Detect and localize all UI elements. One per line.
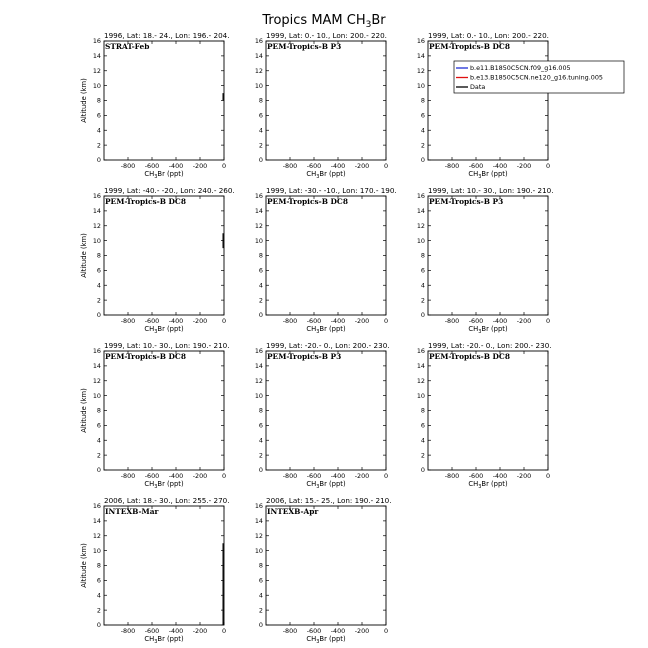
figure-title	[261, 13, 386, 30]
y-tick-label: 0	[96, 621, 101, 630]
y-tick-label: 12	[416, 221, 425, 230]
campaign-label: PEM-Tropics-B DC8	[267, 197, 348, 206]
y-tick-label: 12	[416, 66, 425, 75]
x-tick-label: -800	[282, 317, 298, 325]
y-tick-label: 10	[92, 391, 101, 400]
x-tick-label: -200	[354, 627, 370, 635]
y-tick-label: 6	[258, 421, 263, 430]
x-tick-label: -800	[120, 162, 136, 170]
x-tick-label: -200	[516, 317, 532, 325]
y-tick-label: 14	[92, 52, 101, 61]
y-tick-label: 16	[254, 192, 263, 201]
y-tick-label: 0	[420, 311, 425, 320]
x-tick-label: 0	[221, 317, 227, 325]
y-tick-label: 2	[96, 451, 101, 460]
panel-header: 1999, Lat: -40.- -20., Lon: 240.- 260.	[104, 186, 235, 195]
y-tick-label: 6	[96, 111, 101, 120]
campaign-label: PEM-Tropics-B DC8	[429, 42, 510, 51]
panel-header: 1999, Lat: -30.- -10., Lon: 170.- 190.	[266, 186, 397, 195]
x-tick-label: -200	[192, 627, 208, 635]
x-tick-label: 0	[545, 472, 551, 480]
y-tick-label: 14	[254, 517, 263, 526]
x-tick-label: -600	[144, 472, 160, 480]
y-tick-label: 8	[420, 96, 425, 105]
y-tick-label: 14	[92, 362, 101, 371]
x-tick-label: -800	[444, 317, 460, 325]
legend-label: b.e13.B1850C5CN.ne120_g16.tuning.005	[470, 73, 603, 82]
x-tick-label: -600	[306, 162, 322, 170]
y-tick-label: 0	[96, 311, 101, 320]
x-tick-label: -800	[444, 162, 460, 170]
x-tick-label: -600	[144, 317, 160, 325]
y-tick-label: 6	[258, 576, 263, 585]
y-tick-label: 8	[258, 96, 263, 105]
x-tick-label: -200	[192, 472, 208, 480]
y-tick-label: 8	[420, 251, 425, 260]
plot-frame	[104, 41, 224, 160]
x-tick-label: -600	[144, 162, 160, 170]
y-tick-label: 14	[92, 207, 101, 216]
campaign-label: PEM-Tropics-B DC8	[105, 197, 186, 206]
panel-header: 1999, Lat: 0.- 10., Lon: 200.- 220.	[266, 31, 387, 40]
y-tick-label: 14	[416, 207, 425, 216]
x-axis-label: $CH_3Br$ (ppt)	[468, 480, 508, 490]
y-tick-label: 4	[420, 126, 425, 135]
y-tick-label: 4	[258, 126, 263, 135]
y-tick-label: 2	[258, 141, 263, 150]
x-axis-label: $CH_3Br$ (ppt)	[144, 170, 184, 180]
y-tick-label: 4	[420, 281, 425, 290]
x-tick-label: -400	[168, 162, 184, 170]
y-tick-label: 4	[420, 436, 425, 445]
y-tick-label: 0	[96, 466, 101, 475]
x-tick-label: -600	[306, 627, 322, 635]
y-tick-label: 14	[92, 517, 101, 526]
y-tick-label: 16	[416, 37, 425, 46]
y-tick-label: 10	[92, 236, 101, 245]
x-tick-label: -200	[354, 472, 370, 480]
y-tick-label: 8	[96, 251, 101, 260]
y-tick-label: 2	[96, 606, 101, 615]
y-tick-label: 0	[258, 156, 263, 165]
y-tick-label: 0	[420, 466, 425, 475]
x-tick-label: -800	[120, 627, 136, 635]
y-tick-label: 6	[420, 266, 425, 275]
plot-frame	[266, 506, 386, 625]
panel-header: 1996, Lat: 18.- 24., Lon: 196.- 204.	[104, 31, 230, 40]
y-tick-label: 4	[258, 281, 263, 290]
campaign-label: PEM-Tropics-B P3	[267, 42, 342, 51]
y-tick-label: 6	[420, 421, 425, 430]
y-tick-label: 12	[254, 376, 263, 385]
y-tick-label: 12	[92, 66, 101, 75]
campaign-label: INTEXB-Apr	[267, 507, 319, 516]
title-subscript: 3	[365, 20, 372, 30]
x-tick-label: -400	[168, 472, 184, 480]
campaign-label: STRAT-Feb	[105, 42, 150, 51]
y-tick-label: 10	[254, 391, 263, 400]
x-tick-label: -200	[516, 162, 532, 170]
y-tick-label: 4	[96, 436, 101, 445]
plot-frame	[266, 196, 386, 315]
x-tick-label: -200	[192, 317, 208, 325]
y-tick-label: 0	[258, 311, 263, 320]
panel-grid	[80, 31, 624, 645]
x-tick-label: -800	[120, 472, 136, 480]
x-tick-label: 0	[221, 162, 227, 170]
y-tick-label: 16	[254, 502, 263, 511]
x-tick-label: 0	[383, 317, 389, 325]
y-tick-label: 12	[254, 531, 263, 540]
x-tick-label: -600	[144, 627, 160, 635]
title-end: Br	[371, 13, 386, 28]
y-tick-label: 16	[92, 502, 101, 511]
x-tick-label: -800	[282, 162, 298, 170]
y-tick-label: 2	[420, 141, 425, 150]
y-tick-label: 14	[254, 362, 263, 371]
x-tick-label: -600	[306, 472, 322, 480]
x-tick-label: 0	[221, 472, 227, 480]
x-tick-label: -800	[120, 317, 136, 325]
y-tick-label: 10	[416, 391, 425, 400]
x-axis-label: $CH_3Br$ (ppt)	[306, 480, 346, 490]
y-tick-label: 2	[420, 451, 425, 460]
x-tick-label: 0	[383, 627, 389, 635]
y-tick-label: 0	[96, 156, 101, 165]
campaign-label: PEM-Tropics-B P3	[267, 352, 342, 361]
chart-panel	[80, 31, 230, 180]
y-tick-label: 2	[258, 451, 263, 460]
y-axis-label: Altitude (km)	[80, 233, 88, 278]
legend-label: b.e11.B1850C5CN.f09_g16.005	[470, 64, 571, 73]
y-axis-label: Altitude (km)	[80, 78, 88, 123]
chart-panel	[255, 186, 397, 335]
chart-panel	[80, 341, 230, 490]
y-tick-label: 16	[416, 192, 425, 201]
panel-header: 1999, Lat: -20.- 0., Lon: 200.- 230.	[428, 341, 552, 350]
x-tick-label: -400	[330, 627, 346, 635]
plot-frame	[104, 506, 224, 625]
y-tick-label: 8	[96, 406, 101, 415]
y-tick-label: 10	[416, 236, 425, 245]
y-tick-label: 12	[254, 66, 263, 75]
y-tick-label: 6	[96, 421, 101, 430]
legend	[454, 61, 624, 93]
y-tick-label: 10	[92, 546, 101, 555]
x-tick-label: -400	[330, 472, 346, 480]
panel-header: 1999, Lat: -20.- 0., Lon: 200.- 230.	[266, 341, 390, 350]
y-tick-label: 4	[96, 591, 101, 600]
y-tick-label: 6	[96, 266, 101, 275]
y-tick-label: 4	[96, 126, 101, 135]
campaign-label: PEM-Tropics-B DC8	[429, 352, 510, 361]
legend-label: Data	[470, 83, 486, 92]
y-tick-label: 4	[258, 436, 263, 445]
x-tick-label: 0	[383, 162, 389, 170]
y-tick-label: 14	[416, 52, 425, 61]
x-tick-label: -200	[354, 162, 370, 170]
y-tick-label: 0	[420, 156, 425, 165]
y-tick-label: 6	[258, 266, 263, 275]
plot-frame	[428, 351, 548, 470]
y-tick-label: 2	[258, 606, 263, 615]
y-tick-label: 6	[258, 111, 263, 120]
plot-frame	[104, 196, 224, 315]
x-tick-label: -200	[354, 317, 370, 325]
campaign-label: INTEXB-Mar	[105, 507, 159, 516]
y-tick-label: 2	[96, 141, 101, 150]
x-tick-label: -600	[468, 317, 484, 325]
plot-frame	[428, 41, 548, 160]
y-tick-label: 2	[420, 296, 425, 305]
x-tick-label: -600	[468, 472, 484, 480]
x-tick-label: -800	[282, 627, 298, 635]
y-tick-label: 8	[96, 96, 101, 105]
y-tick-label: 8	[258, 406, 263, 415]
y-tick-label: 12	[254, 221, 263, 230]
y-axis-label: Altitude (km)	[80, 543, 88, 588]
x-tick-label: -400	[168, 627, 184, 635]
y-tick-label: 12	[92, 221, 101, 230]
panel-header: 2006, Lat: 18.- 30., Lon: 255.- 270.	[104, 496, 230, 505]
x-axis-label: $CH_3Br$ (ppt)	[468, 170, 508, 180]
plot-frame	[266, 41, 386, 160]
chart-panel	[417, 186, 554, 335]
x-axis-label: $CH_3Br$ (ppt)	[306, 170, 346, 180]
y-tick-label: 8	[96, 561, 101, 570]
x-axis-label: $CH_3Br$ (ppt)	[306, 325, 346, 335]
y-tick-label: 6	[420, 111, 425, 120]
y-tick-label: 10	[254, 546, 263, 555]
x-tick-label: -400	[492, 162, 508, 170]
x-tick-label: -800	[444, 472, 460, 480]
y-tick-label: 14	[254, 52, 263, 61]
x-tick-label: -400	[492, 317, 508, 325]
y-tick-label: 10	[92, 81, 101, 90]
y-tick-label: 16	[416, 347, 425, 356]
panel-header: 1999, Lat: 0.- 10., Lon: 200.- 220.	[428, 31, 549, 40]
x-tick-label: -400	[330, 162, 346, 170]
campaign-label: PEM-Tropics-B P3	[429, 197, 504, 206]
x-tick-label: 0	[545, 317, 551, 325]
y-tick-label: 10	[416, 81, 425, 90]
y-tick-label: 4	[96, 281, 101, 290]
y-tick-label: 12	[92, 531, 101, 540]
plot-frame	[104, 351, 224, 470]
x-tick-label: 0	[383, 472, 389, 480]
x-tick-label: -400	[330, 317, 346, 325]
campaign-label: PEM-Tropics-B DC8	[105, 352, 186, 361]
x-tick-label: 0	[221, 627, 227, 635]
y-tick-label: 8	[258, 561, 263, 570]
x-tick-label: -600	[468, 162, 484, 170]
plot-frame	[266, 351, 386, 470]
y-tick-label: 16	[92, 192, 101, 201]
chart-panel	[417, 341, 552, 490]
y-tick-label: 0	[258, 466, 263, 475]
chart-panel	[80, 186, 235, 335]
y-tick-label: 10	[254, 236, 263, 245]
y-tick-label: 2	[258, 296, 263, 305]
y-tick-label: 10	[254, 81, 263, 90]
y-tick-label: 14	[416, 362, 425, 371]
y-tick-label: 12	[92, 376, 101, 385]
chart-panel	[255, 341, 390, 490]
x-tick-label: -600	[306, 317, 322, 325]
y-tick-label: 0	[258, 621, 263, 630]
x-axis-label: $CH_3Br$ (ppt)	[144, 635, 184, 645]
x-tick-label: -800	[282, 472, 298, 480]
x-axis-label: $CH_3Br$ (ppt)	[144, 480, 184, 490]
chart-panel	[417, 31, 624, 180]
y-tick-label: 16	[92, 37, 101, 46]
y-tick-label: 8	[420, 406, 425, 415]
y-tick-label: 14	[254, 207, 263, 216]
chart-panel	[255, 31, 388, 180]
chart-panel	[80, 496, 230, 645]
y-tick-label: 16	[254, 347, 263, 356]
panel-header: 1999, Lat: 10.- 30., Lon: 190.- 210.	[428, 186, 554, 195]
panel-header: 1999, Lat: 10.- 30., Lon: 190.- 210.	[104, 341, 230, 350]
x-tick-label: -200	[516, 472, 532, 480]
y-axis-label: Altitude (km)	[80, 388, 88, 433]
x-axis-label: $CH_3Br$ (ppt)	[468, 325, 508, 335]
chart-panel	[255, 496, 392, 645]
x-axis-label: $CH_3Br$ (ppt)	[306, 635, 346, 645]
y-tick-label: 6	[96, 576, 101, 585]
x-tick-label: 0	[545, 162, 551, 170]
x-tick-label: -400	[492, 472, 508, 480]
y-tick-label: 4	[258, 591, 263, 600]
y-tick-label: 16	[92, 347, 101, 356]
y-tick-label: 12	[416, 376, 425, 385]
plot-frame	[428, 196, 548, 315]
x-axis-label: $CH_3Br$ (ppt)	[144, 325, 184, 335]
y-tick-label: 16	[254, 37, 263, 46]
x-tick-label: -200	[192, 162, 208, 170]
panel-header: 2006, Lat: 15.- 25., Lon: 190.- 210.	[266, 496, 392, 505]
y-tick-label: 2	[96, 296, 101, 305]
y-tick-label: 8	[258, 251, 263, 260]
x-tick-label: -400	[168, 317, 184, 325]
title-main: Tropics MAM CH	[262, 13, 366, 28]
